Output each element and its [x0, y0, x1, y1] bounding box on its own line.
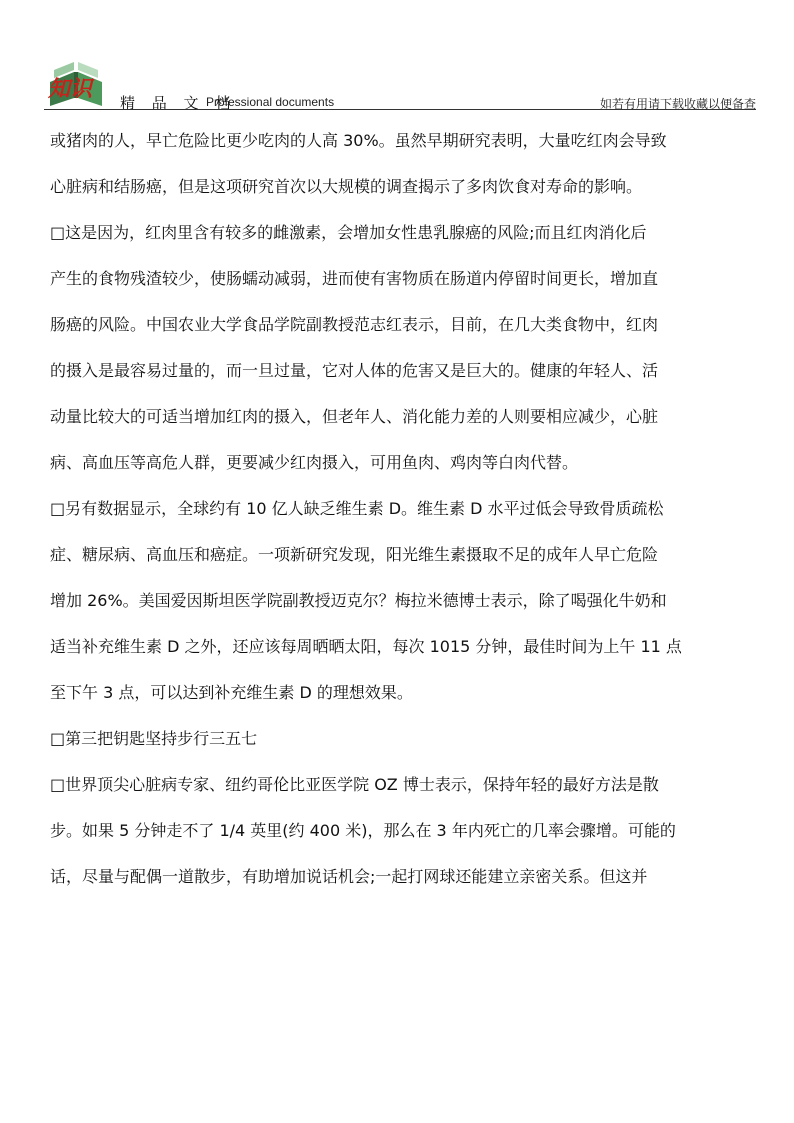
header-divider	[44, 109, 756, 110]
text-line: □另有数据显示，全球约有 10 亿人缺乏维生素 D。维生素 D 水平过低会导致骨质疏松	[50, 499, 664, 518]
svg-text:知识: 知识	[48, 76, 93, 102]
text-line: 步。如果 5 分钟走不了 1/4 英里(约 400 米)，那么在 3 年内死亡的几率会骤增。可能的	[50, 821, 676, 840]
text-line: 或猪肉的人，早亡危险比更少吃肉的人高 30%。虽然早期研究表明，大量吃红肉会导致	[50, 131, 667, 150]
text-line: 症、糖尿病、高血压和癌症。一项新研究发现，阳光维生素摄取不足的成年人早亡危险	[50, 545, 659, 564]
header-subtitle: Professional documents	[206, 95, 335, 109]
text-line: 适当补充维生素 D 之外，还应该每周晒晒太阳，每次 1015 分钟，最佳时间为上午 11 点	[50, 637, 682, 656]
text-line: 话，尽量与配偶一道散步，有助增加说话机会;一起打网球还能建立亲密关系。但这并	[50, 867, 648, 886]
text-line: □世界顶尖心脏病专家、纽约哥伦比亚医学院 OZ 博士表示，保持年轻的最好方法是散	[50, 775, 659, 794]
text-line: 肠癌的风险。中国农业大学食品学院副教授范志红表示，目前，在几大类食物中，红肉	[50, 315, 659, 334]
page-header	[44, 52, 756, 110]
text-line: 病、高血压等高危人群，更要减少红肉摄入，可用鱼肉、鸡肉等白肉代替。	[50, 453, 579, 472]
header-download-note: 如若有用请下载收藏以便备查	[599, 97, 756, 111]
book-logo-icon	[44, 52, 110, 110]
text-line: 的摄入是最容易过量的，而一旦过量，它对人体的危害又是巨大的。健康的年轻人、活	[50, 361, 659, 380]
header-title: 精 品 文 档	[120, 94, 237, 112]
text-line: 增加 26%。美国爱因斯坦医学院副教授迈克尔？梅拉米德博士表示，除了喝强化牛奶和	[50, 591, 667, 610]
text-line: 至下午 3 点，可以达到补充维生素 D 的理想效果。	[50, 683, 413, 702]
text-line: □这是因为，红肉里含有较多的雌激素，会增加女性患乳腺癌的风险;而且红肉消化后	[50, 223, 647, 242]
text-line: 动量比较大的可适当增加红肉的摄入，但老年人、消化能力差的人则要相应减少，心脏	[50, 407, 659, 426]
document-body	[50, 124, 760, 894]
text-line: 产生的食物残渣较少，使肠蠕动减弱，进而使有害物质在肠道内停留时间更长，增加直	[50, 269, 659, 288]
text-line: □第三把钥匙坚持步行三五七	[50, 729, 258, 748]
text-line: 心脏病和结肠癌，但是这项研究首次以大规模的调查揭示了多肉饮食对寿命的影响。	[50, 177, 643, 196]
